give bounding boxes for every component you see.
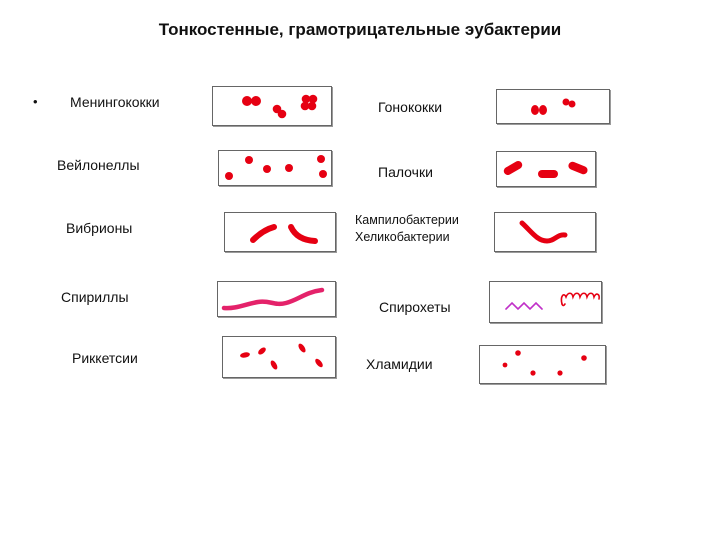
label-veillonella: Вейлонеллы: [57, 157, 140, 173]
label-rickettsia: Риккетсии: [72, 350, 138, 366]
veillonella-image: [218, 150, 332, 186]
spirochetes-image: [489, 281, 602, 323]
label-spirilla: Спириллы: [61, 289, 129, 305]
label-meningococci: Менингококки: [70, 94, 160, 110]
spirilla-image: [217, 281, 336, 317]
slide-title: Тонкостенные, грамотрицательные эубактерии: [158, 20, 562, 39]
label-spirochetes: Спирохеты: [379, 299, 451, 315]
rods-image: [496, 151, 596, 187]
label-chlamydia: Хламидии: [366, 356, 433, 372]
label-campylobacter: Кампилобактерии: [355, 213, 459, 227]
label-helicobacter: Хеликобактерии: [355, 230, 450, 244]
campylobacter-helicobacter-image: [494, 212, 596, 252]
chlamydia-image: [479, 345, 606, 384]
meningococci-image: [212, 86, 332, 126]
label-vibrios: Вибрионы: [66, 220, 133, 236]
label-gonococci: Гонококки: [378, 99, 443, 115]
vibrios-image: [224, 212, 336, 252]
bullet-marker: •: [33, 94, 38, 109]
gonococci-image: [496, 89, 610, 124]
label-rods: Палочки: [378, 164, 433, 180]
rickettsia-image: [222, 336, 336, 378]
